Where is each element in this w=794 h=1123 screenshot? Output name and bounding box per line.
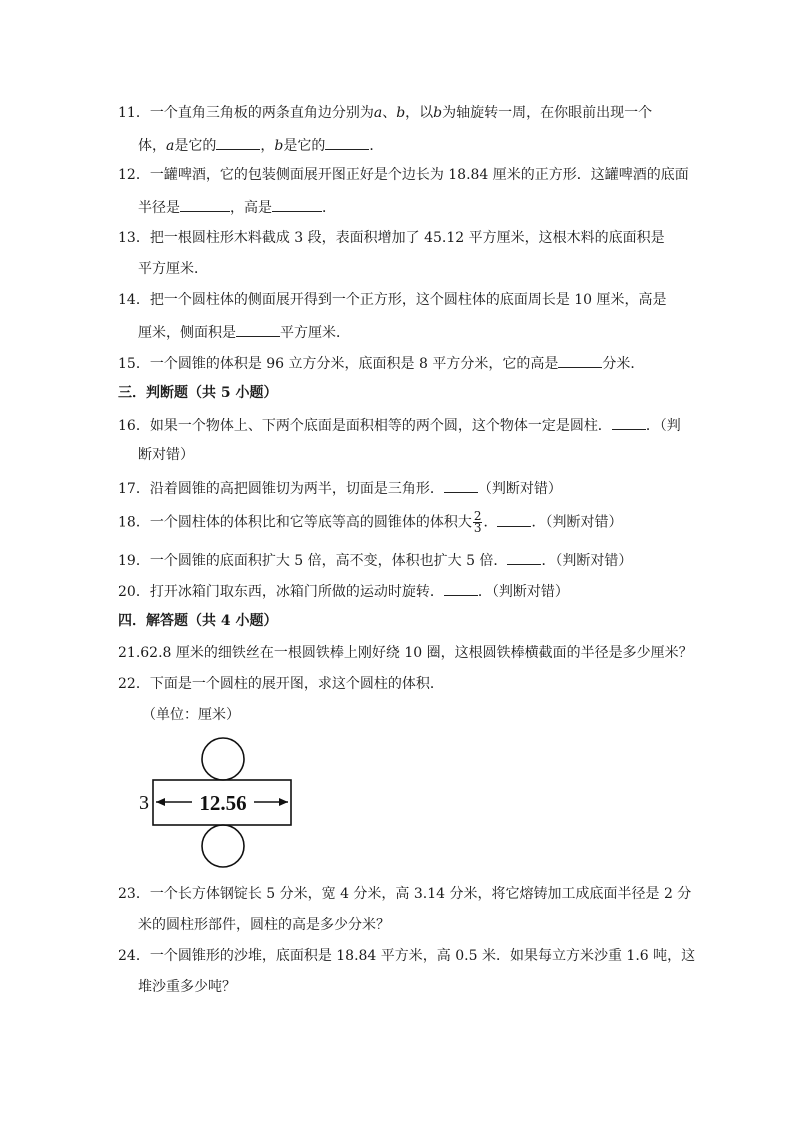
answer-blank[interactable] xyxy=(325,135,369,150)
question-23-line1: 23．一个长方体钢锭长 5 分米，宽 4 分米，高 3.14 分米，将它熔铸加工成底面半径是 2 分 xyxy=(118,886,692,902)
answer-blank[interactable] xyxy=(180,197,230,212)
answer-blank[interactable] xyxy=(497,512,531,527)
question-19: 19．一个圆锥的底面积扩大 5 倍，高不变，体积也扩大 5 倍． ．（判断对错） xyxy=(118,550,632,570)
height-label: 3 xyxy=(139,792,149,814)
length-label: 12.56 xyxy=(199,791,247,815)
answer-blank[interactable] xyxy=(272,197,322,212)
question-20: 20．打开冰箱门取东西，冰箱门所做的运动时旋转． ．（判断对错） xyxy=(118,581,569,601)
answer-blank[interactable] xyxy=(558,353,602,368)
question-24-line1: 24．一个圆锥形的沙堆，底面积是 18.84 平方米，高 0.5 米．如果每立方米沙重 1.6 吨，这 xyxy=(118,948,696,964)
answer-blank[interactable] xyxy=(236,322,280,337)
question-13-line1: 13．把一根圆柱形木料截成 3 段，表面积增加了 45.12 平方厘米，这根木料的底面积是 xyxy=(118,230,665,246)
answer-blank[interactable] xyxy=(444,478,478,493)
question-14-line1: 14．把一个圆柱体的侧面展开得到一个正方形，这个圆柱体的底面周长是 10 厘米，高是 xyxy=(118,292,667,308)
question-16-line1: 16．如果一个物体上、下两个底面是面积相等的两个圆，这个物体一定是圆柱． ．（判 xyxy=(118,415,681,435)
question-15: 15．一个圆锥的体积是 96 立方分米，底面积是 8 平方分米，它的高是 分米． xyxy=(118,353,644,373)
section-4-heading: 四．解答题（共 4 小题） xyxy=(118,613,278,629)
answer-blank[interactable] xyxy=(216,135,260,150)
question-22: 22．下面是一个圆柱的展开图，求这个圆柱的体积． xyxy=(118,676,444,692)
question-12-line2: 半径是 ，高是 ． xyxy=(138,197,336,217)
top-circle xyxy=(202,738,244,780)
question-13-line2: 平方厘米． xyxy=(138,261,208,277)
cylinder-net-diagram xyxy=(136,735,306,871)
section-3-heading: 三．判断题（共 5 小题） xyxy=(118,385,278,401)
question-17: 17．沿着圆锥的高把圆锥切为两半，切面是三角形． （判断对错） xyxy=(118,478,562,498)
answer-blank[interactable] xyxy=(444,581,478,596)
arrow-right-icon xyxy=(279,798,288,806)
question-18: 18．一个圆柱体的体积比和它等底等高的圆锥体的体积大 $\frac{2}{3}$ ． ．（判断对错） xyxy=(118,509,623,535)
question-16-line2: 断对错） xyxy=(138,447,194,463)
question-14-line2: 厘米，侧面积是 平方厘米． xyxy=(138,322,350,342)
question-23-line2: 米的圆柱形部件，圆柱的高是多少分米？ xyxy=(138,917,390,933)
bottom-circle xyxy=(202,825,244,867)
question-11-line1: 11．一个直角三角板的两条直角边分别为a、b，以b为轴旋转一周，在你眼前出现一个 xyxy=(118,105,653,121)
fraction: $\frac{2}{3}$ xyxy=(473,509,482,535)
answer-blank[interactable] xyxy=(507,550,541,565)
answer-blank[interactable] xyxy=(612,415,646,430)
question-12-line1: 12．一罐啤酒，它的包装侧面展开图正好是个边长为 18.84 厘米的正方形．这罐啤酒的底面 xyxy=(118,167,689,183)
question-11-line2: 体，a是它的 ，b是它的 ． xyxy=(138,135,383,155)
question-24-line2: 堆沙重多少吨？ xyxy=(138,979,236,995)
question-21: 21.62.8 厘米的细铁丝在一根圆铁棒上刚好绕 10 圈，这根圆铁棒横截面的半径是多少厘米？ xyxy=(118,645,693,661)
unit-note: （单位：厘米） xyxy=(142,707,240,723)
arrow-left-icon xyxy=(156,798,165,806)
